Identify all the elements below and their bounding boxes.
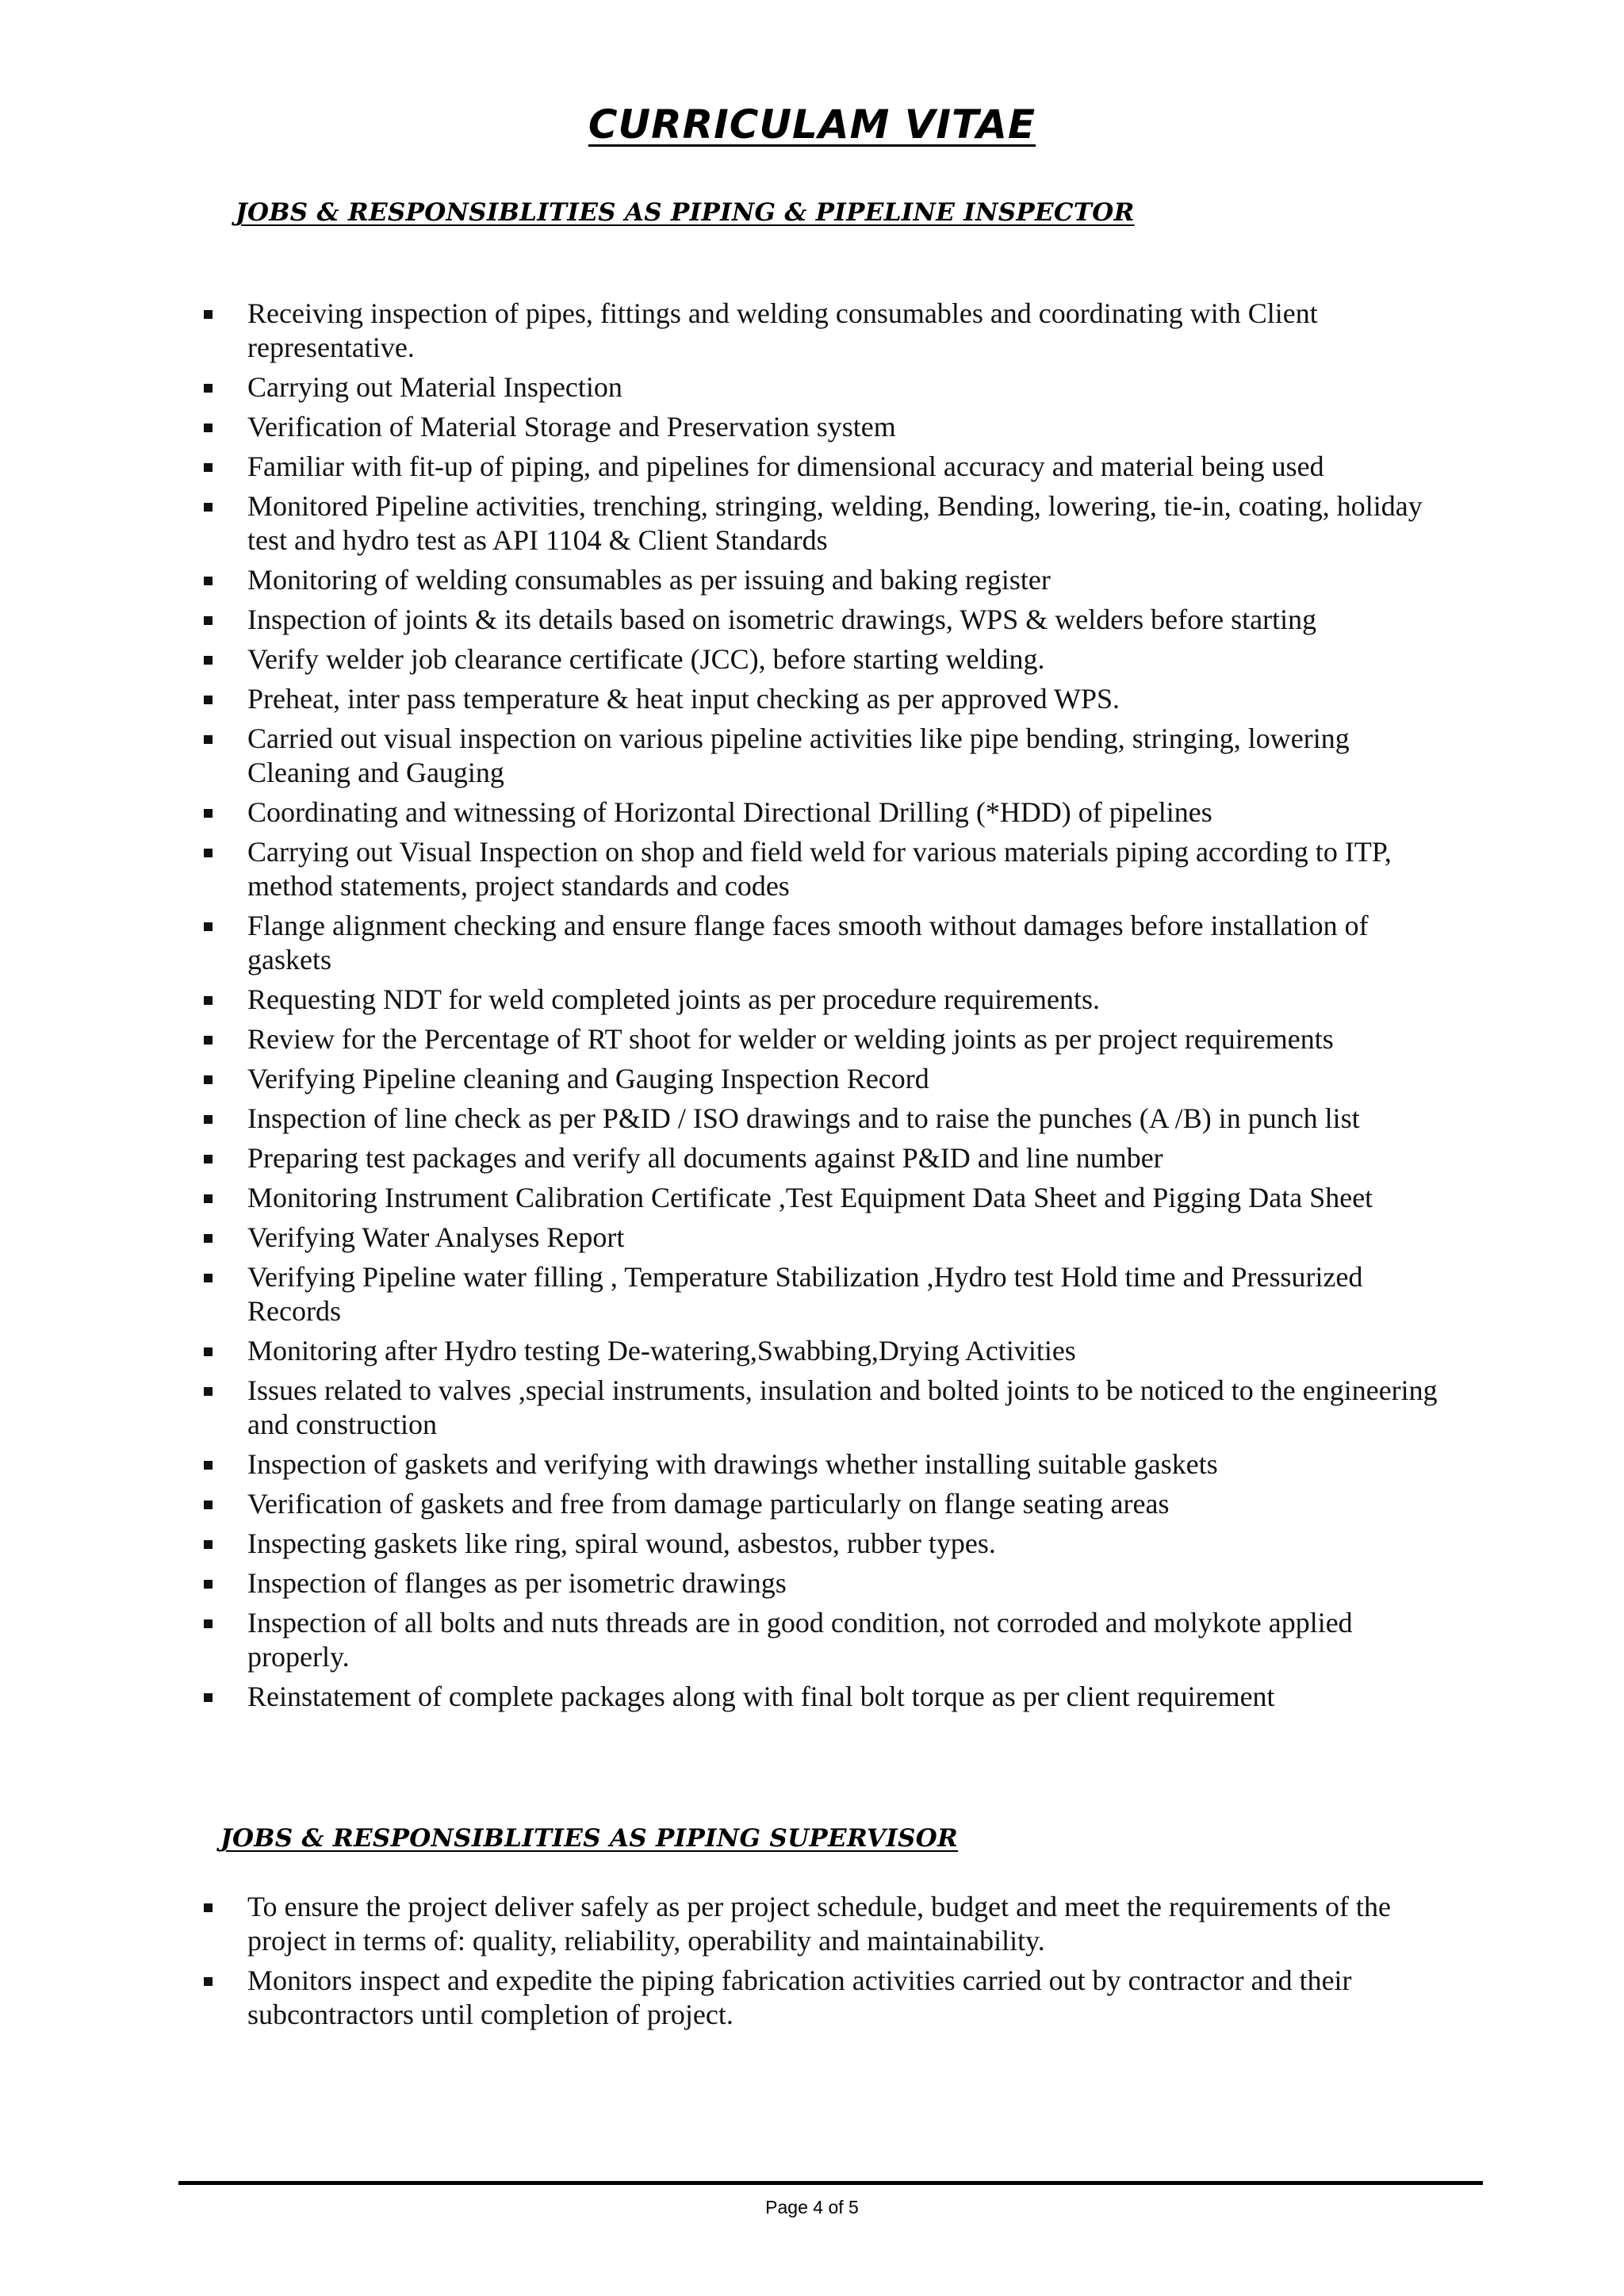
list-item: Issues related to valves ,special instruments, insulation and bolted joints to be noticed to the engineering and construction [198,1374,1451,1442]
page-number: Page 4 of 5 [765,2197,859,2217]
list-item: Verification of Material Storage and Preservation system [198,410,1451,444]
list-item: Inspecting gaskets like ring, spiral wound, asbestos, rubber types. [198,1527,1451,1561]
list-item: Preheat, inter pass temperature & heat input checking as per approved WPS. [198,682,1451,716]
list-item: Carried out visual inspection on various pipeline activities like pipe bending, stringing, lowering Cleaning and Gauging [198,722,1451,790]
list-item: Verifying Water Analyses Report [198,1221,1451,1255]
list-item: Review for the Percentage of RT shoot for welder or welding joints as per project requirements [198,1022,1451,1056]
list-item: Inspection of flanges as per isometric drawings [198,1566,1451,1600]
list-item: Inspection of all bolts and nuts threads are in good condition, not corroded and molykote applied properly. [198,1606,1451,1674]
footer-divider [178,2181,1483,2185]
list-item: Carrying out Material Inspection [198,370,1451,404]
list-item: Coordinating and witnessing of Horizontal Directional Drilling (*HDD) of pipelines [198,795,1451,830]
inspector-responsibilities-list [198,297,1451,1719]
list-item: Monitoring Instrument Calibration Certificate ,Test Equipment Data Sheet and Pigging Data Sheet [198,1181,1451,1215]
list-item: Familiar with fit-up of piping, and pipelines for dimensional accuracy and material being used [198,450,1451,484]
list-item: Reinstatement of complete packages along with final bolt torque as per client requirement [198,1680,1451,1714]
list-item: Carrying out Visual Inspection on shop and field weld for various materials piping according to ITP, method statements, project standards and codes [198,835,1451,903]
list-item: Flange alignment checking and ensure flange faces smooth without damages before installation of gaskets [198,909,1451,977]
list-item: Monitors inspect and expedite the piping fabrication activities carried out by contractor and their subcontractors until completion of project. [198,1964,1451,2032]
list-item: Inspection of joints & its details based on isometric drawings, WPS & welders before starting [198,603,1451,637]
document-title: CURRICULAM VITAE [588,102,1036,148]
list-item: Verifying Pipeline cleaning and Gauging Inspection Record [198,1062,1451,1096]
list-item: To ensure the project deliver safely as per project schedule, budget and meet the requirements of the project in terms of: quality, reliability, operability and maintainability. [198,1890,1451,1958]
section-heading-supervisor: JOBS & RESPONSIBLITIES AS PIPING SUPERVISOR [220,1824,959,1853]
section-heading-inspector: JOBS & RESPONSIBLITIES AS PIPING & PIPELINE INSPECTOR [236,198,1135,227]
list-item: Monitoring after Hydro testing De-watering,Swabbing,Drying Activities [198,1334,1451,1368]
list-item: Inspection of line check as per P&ID / ISO drawings and to raise the punches (A /B) in punch list [198,1102,1451,1136]
list-item: Requesting NDT for weld completed joints as per procedure requirements. [198,983,1451,1017]
list-item: Verification of gaskets and free from damage particularly on flange seating areas [198,1487,1451,1521]
list-item: Verifying Pipeline water filling , Temperature Stabilization ,Hydro test Hold time and Pressurized Records [198,1260,1451,1328]
list-item: Verify welder job clearance certificate (JCC), before starting welding. [198,642,1451,677]
list-item: Inspection of gaskets and verifying with drawings whether installing suitable gaskets [198,1447,1451,1481]
supervisor-responsibilities-list [198,1890,1451,2037]
list-item: Preparing test packages and verify all documents against P&ID and line number [198,1141,1451,1175]
list-item: Monitoring of welding consumables as per issuing and baking register [198,563,1451,597]
list-item: Receiving inspection of pipes, fittings and welding consumables and coordinating with Client representative. [198,297,1451,365]
list-item: Monitored Pipeline activities, trenching, stringing, welding, Bending, lowering, tie-in, coating, holiday test and hydro test as API 1104 & Client Standards [198,489,1451,558]
